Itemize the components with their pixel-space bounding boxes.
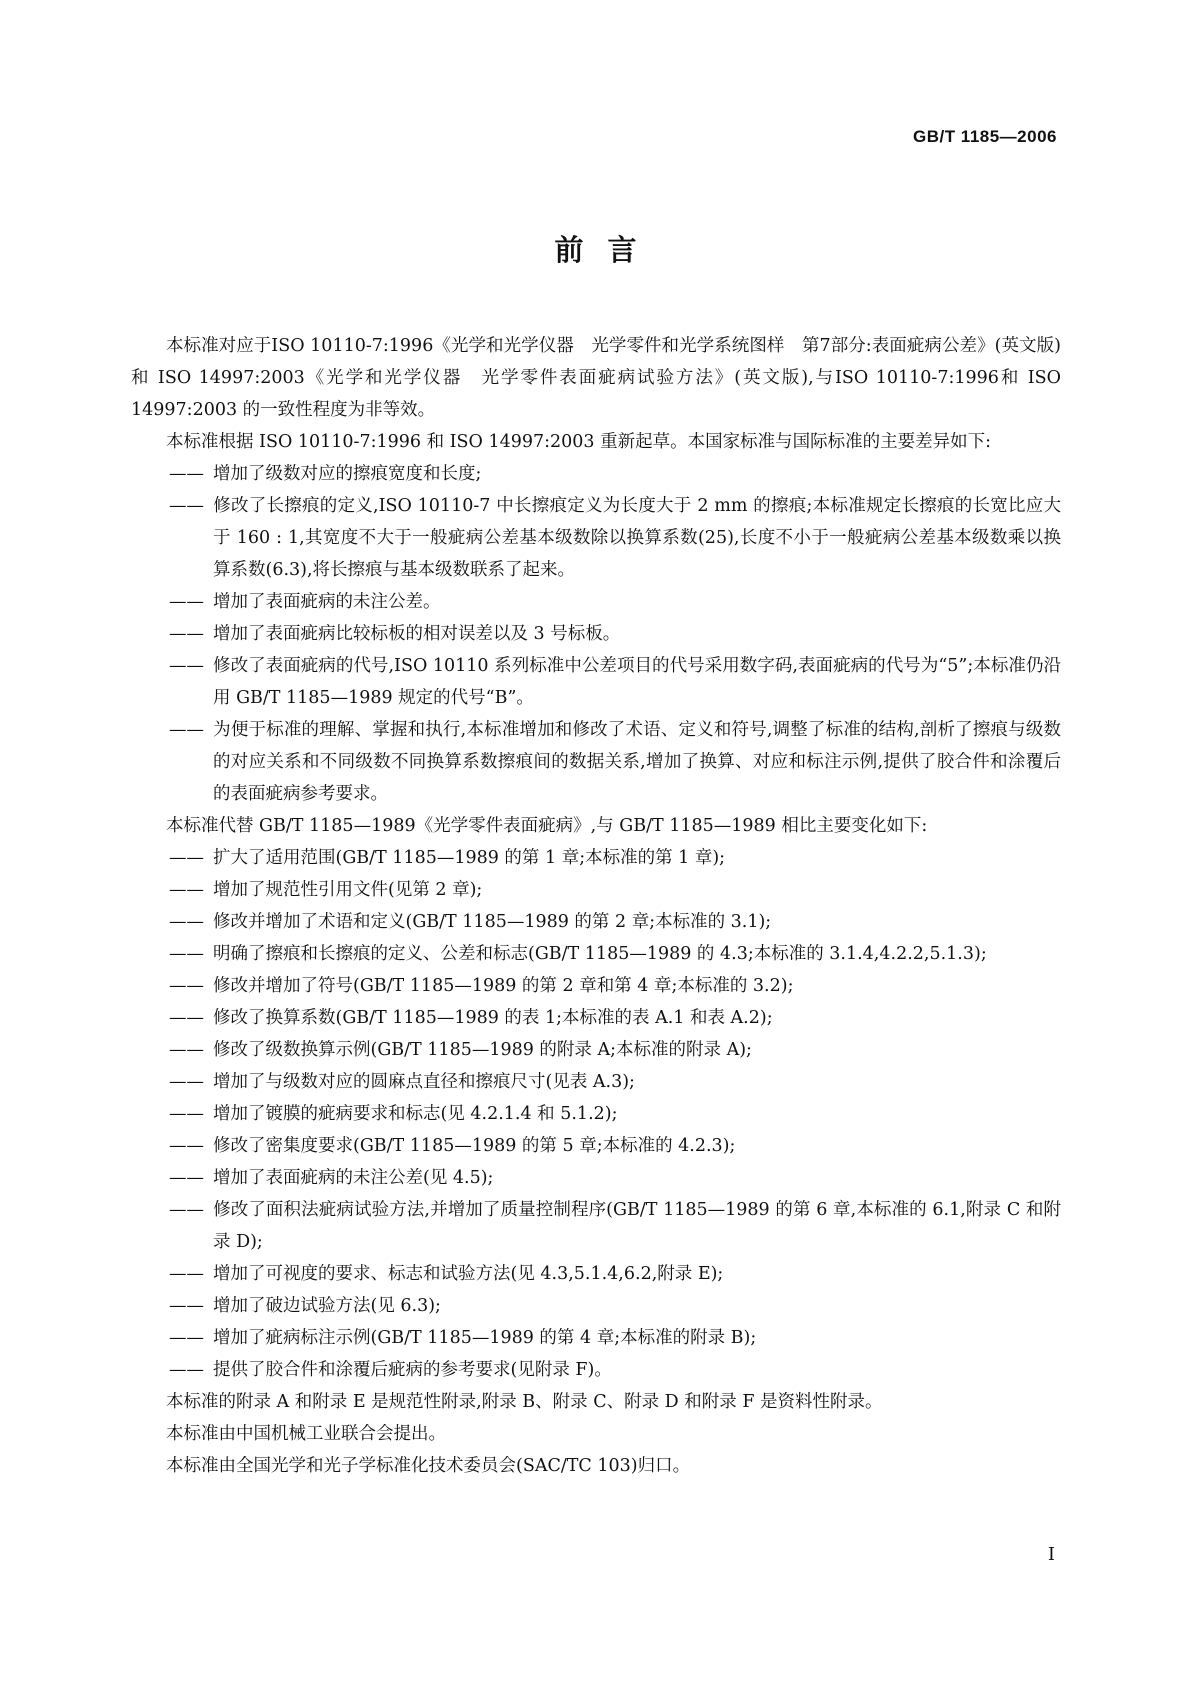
list-item: —— 修改并增加了术语和定义(GB/T 1185—1989 的第 2 章;本标准的 3.1);: [131, 906, 1061, 938]
list-item: —— 为便于标准的理解、掌握和执行,本标准增加和修改了术语、定义和符号,调整了标准的结构,剖析了擦痕与级数的对应关系和不同级数不同换算系数擦痕间的数据关系,增加了换算、对应和标注示例,提供了胶合件和涂覆后的表面疵病参考要求。: [131, 714, 1061, 810]
dash-marker: ——: [169, 1104, 204, 1124]
list-item: —— 增加了表面疵病的未注公差。: [131, 586, 1061, 618]
dash-marker: ——: [169, 624, 204, 644]
dash-marker: ——: [169, 1040, 204, 1060]
list-item: —— 修改了换算系数(GB/T 1185—1989 的表 1;本标准的表 A.1 和表 A.2);: [131, 1002, 1061, 1034]
dash-marker: ——: [169, 1008, 204, 1028]
list-item: —— 明确了擦痕和长擦痕的定义、公差和标志(GB/T 1185—1989 的 4.3;本标准的 3.1.4,4.2.2,5.1.3);: [131, 938, 1061, 970]
list-item: —— 增加了表面疵病的未注公差(见 4.5);: [131, 1162, 1061, 1194]
list-item: —— 增加了表面疵病比较标板的相对误差以及 3 号标板。: [131, 618, 1061, 650]
list-item: —— 增加了疵病标注示例(GB/T 1185—1989 的第 4 章;本标准的附录 B);: [131, 1322, 1061, 1354]
list-item: —— 修改了面积法疵病试验方法,并增加了质量控制程序(GB/T 1185—1989 的第 6 章,本标准的 6.1,附录 C 和附录 D);: [131, 1194, 1061, 1258]
list-item: —— 修改了级数换算示例(GB/T 1185—1989 的附录 A;本标准的附录 A);: [131, 1034, 1061, 1066]
paragraph-differences-intro: 本标准根据 ISO 10110-7:1996 和 ISO 14997:2003 重新起草。本国家标准与国际标准的主要差异如下:: [166, 432, 992, 452]
dash-marker: ——: [169, 880, 204, 900]
list-item: —— 修改了长擦痕的定义,ISO 10110-7 中长擦痕定义为长度大于 2 mm 的擦痕;本标准规定长擦痕的长宽比应大于 160 : 1,其宽度不大于一般疵病公差基本级数除以换算系数(25),长度不小于一般疵病公差基本级数乘以换算系数(6.3),将长擦痕与基本级数联系了起来。: [131, 490, 1061, 586]
list-item: —— 提供了胶合件和涂覆后疵病的参考要求(见附录 F)。: [131, 1354, 1061, 1386]
list-item: —— 增加了规范性引用文件(见第 2 章);: [131, 874, 1061, 906]
dash-marker: ——: [169, 1328, 204, 1348]
dash-marker: ——: [169, 912, 204, 932]
paragraph-committee: 本标准由全国光学和光子学标准化技术委员会(SAC/TC 103)归口。: [166, 1456, 691, 1476]
page-title: 前言: [554, 233, 661, 267]
dash-marker: ——: [169, 1360, 204, 1380]
dash-marker: ——: [169, 496, 204, 516]
dash-marker: ——: [169, 464, 204, 484]
dash-marker: ——: [169, 1168, 204, 1188]
list-item: —— 修改了表面疵病的代号,ISO 10110 系列标准中公差项目的代号采用数字码,表面疵病的代号为“5”;本标准仍沿用 GB/T 1185—1989 规定的代号“B”。: [131, 650, 1061, 714]
foreword-body: [131, 330, 1061, 1482]
dash-marker: ——: [169, 1136, 204, 1156]
list-item: —— 修改了密集度要求(GB/T 1185—1989 的第 5 章;本标准的 4.2.3);: [131, 1130, 1061, 1162]
dash-marker: ——: [169, 720, 204, 740]
dash-marker: ——: [169, 976, 204, 996]
list-item: —— 修改并增加了符号(GB/T 1185—1989 的第 2 章和第 4 章;本标准的 3.2);: [131, 970, 1061, 1002]
paragraph-proposer: 本标准由中国机械工业联合会提出。: [166, 1424, 446, 1444]
paragraph-correspondence: 本标准对应于ISO 10110-7:1996《光学和光学仪器 光学零件和光学系统图样 第7部分:表面疵病公差》(英文版)和 ISO 14997:2003《光学和光学仪器 光学零件表面疵病试验方法》(英文版),与ISO 10110-7:1996和 ISO 14997:2003 的一致性程度为非等效。: [131, 336, 1061, 420]
standard-code: GB/T 1185—2006: [912, 127, 1057, 146]
dash-marker: ——: [169, 1200, 204, 1220]
dash-marker: ——: [169, 656, 204, 676]
list-item: —— 增加了破边试验方法(见 6.3);: [131, 1290, 1061, 1322]
dash-marker: ——: [169, 592, 204, 612]
list-item: —— 增加了级数对应的擦痕宽度和长度;: [131, 458, 1061, 490]
dash-marker: ——: [169, 848, 204, 868]
list-item: —— 增加了与级数对应的圆麻点直径和擦痕尺寸(见表 A.3);: [131, 1066, 1061, 1098]
dash-marker: ——: [169, 944, 204, 964]
list-item: —— 扩大了适用范围(GB/T 1185—1989 的第 1 章;本标准的第 1 章);: [131, 842, 1061, 874]
list-item: —— 增加了可视度的要求、标志和试验方法(见 4.3,5.1.4,6.2,附录 E);: [131, 1258, 1061, 1290]
page-number: Ⅰ: [1047, 1544, 1055, 1565]
dash-marker: ——: [169, 1264, 204, 1284]
dash-marker: ——: [169, 1296, 204, 1316]
list-item: —— 增加了镀膜的疵病要求和标志(见 4.2.1.4 和 5.1.2);: [131, 1098, 1061, 1130]
paragraph-replacement: 本标准代替 GB/T 1185—1989《光学零件表面疵病》,与 GB/T 1185—1989 相比主要变化如下:: [166, 816, 928, 836]
paragraph-annexes: 本标准的附录 A 和附录 E 是规范性附录,附录 B、附录 C、附录 D 和附录 F 是资料性附录。: [166, 1392, 883, 1412]
dash-marker: ——: [169, 1072, 204, 1092]
